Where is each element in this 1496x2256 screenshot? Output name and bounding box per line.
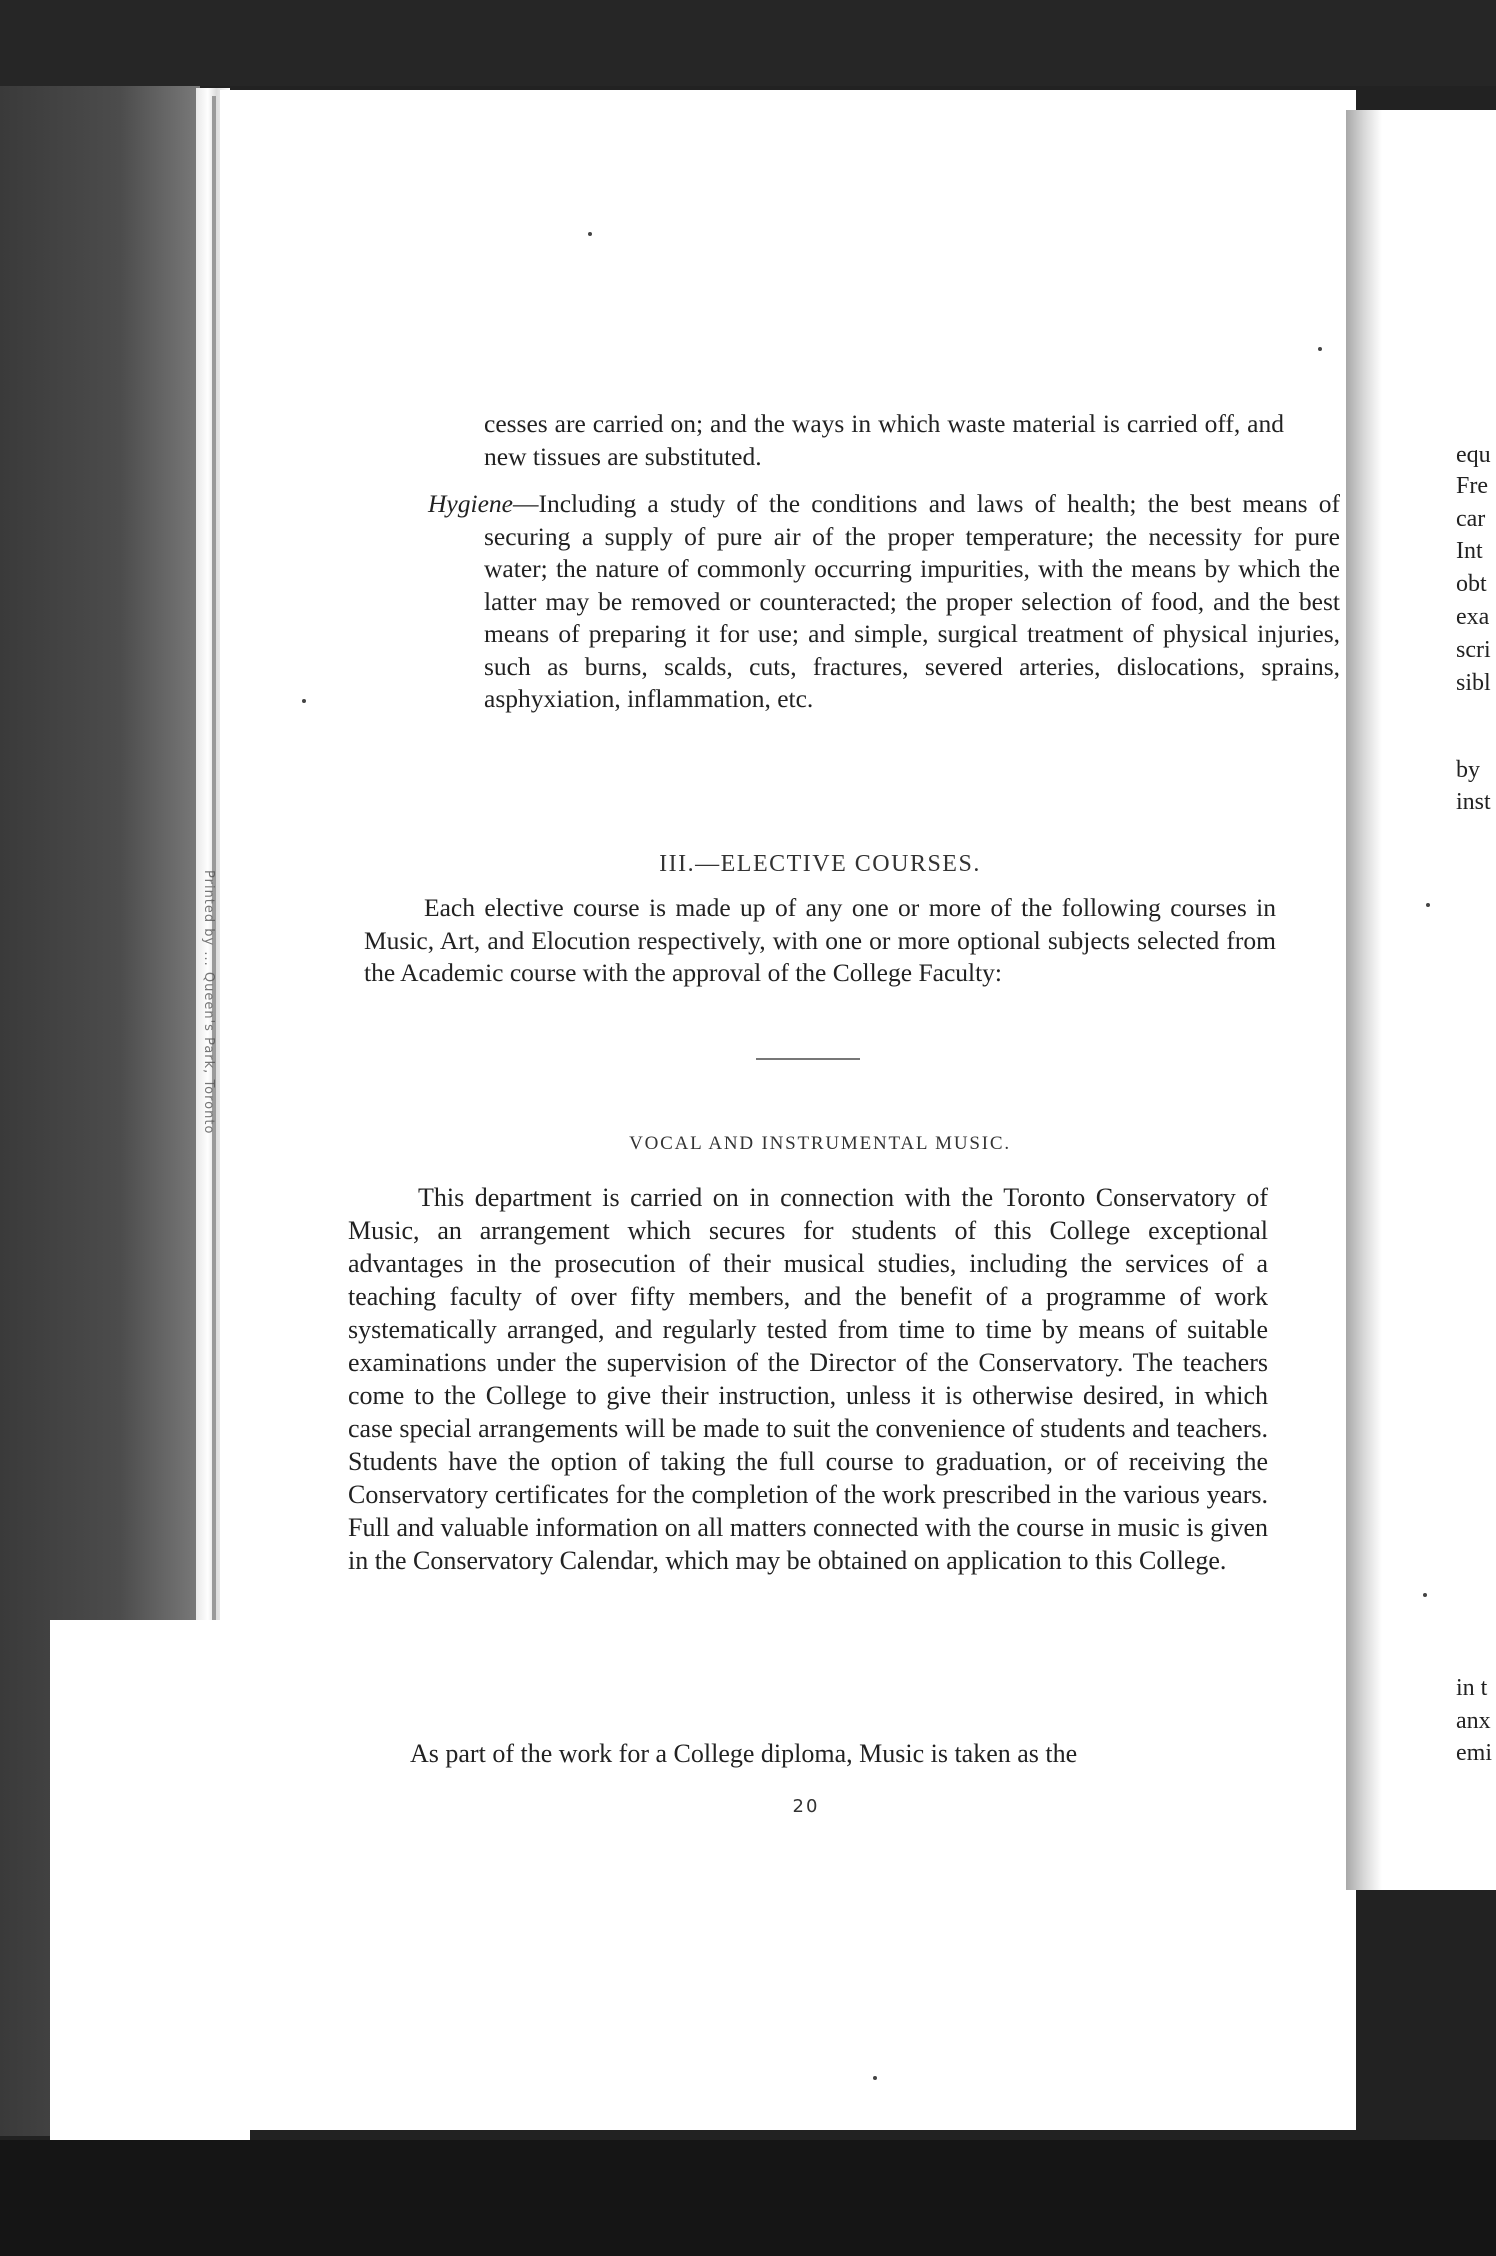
scan-speck — [588, 232, 592, 236]
facing-fragment: in t — [1456, 1675, 1488, 1701]
section-divider — [756, 1058, 860, 1060]
facing-fragment: emi — [1456, 1740, 1492, 1766]
facing-fragment: inst — [1456, 789, 1491, 815]
facing-fragment: car — [1456, 506, 1486, 532]
facing-fragment: by — [1456, 757, 1480, 783]
scan-speck — [302, 699, 306, 703]
facing-fragment: exa — [1456, 604, 1490, 630]
scan-bottom-border — [0, 2140, 1496, 2256]
page-lower-left-fold — [50, 1620, 250, 2140]
page-number: 20 — [792, 1796, 820, 1817]
scan-speck — [1426, 903, 1430, 907]
facing-fragment: sibl — [1456, 670, 1491, 696]
facing-fragment: obt — [1456, 571, 1487, 597]
facing-fragment: Int — [1456, 538, 1483, 564]
scan-speck — [873, 2076, 877, 2080]
spine-imprint: Printed by ... Queen's Park, Toronto — [201, 870, 216, 1135]
scan-top-border — [0, 0, 1496, 86]
continuation-paragraph: cesses are carried on; and the ways in which waste material is carried off, and new tissues are substituted. — [484, 409, 1284, 471]
facing-page-edge — [1346, 110, 1496, 1890]
book-page — [220, 90, 1356, 2130]
elective-courses-heading: III.—ELECTIVE COURSES. — [659, 851, 981, 877]
facing-fragment: equ — [1456, 442, 1491, 468]
elective-courses-paragraph: Each elective course is made up of any one or more of the following courses in Music, Art, and Elocution respectively, with one or more optional subjects selected from the Academic course with the approval of the College Faculty: — [364, 893, 1276, 987]
facing-fragment: scri — [1456, 637, 1491, 663]
music-paragraph: This department is carried on in connection with the Toronto Conservatory of Music, an arrangement which secures for students of this College exceptional advantages in the prosecution of their musical studies, including the services of a teaching faculty of over fifty members, and the benefit of a programme of work systematically arranged, and regularly tested from time to time by means of suitable examinations under the supervision of the Director of the Conservatory. The teachers come to the College to give their instruction, unless it is otherwise desired, in which case special arrangements will be made to suit the convenience of students and teachers. Students have the option of taking the full course to graduation, or of receiving the Conservatory certificates for the completion of the work prescribed in the various years. Full and valuable information on all matters connected with the course in music is given in the Conservatory Calendar, which may be obtained on application to this College. — [348, 1183, 1268, 1575]
scan-speck — [1318, 347, 1322, 351]
facing-fragment: Fre — [1456, 473, 1488, 499]
hygiene-text: —Including a study of the conditions and laws of health; the best means of securing a supply of pure air of the proper temperature; the necessity for pure water; the nature of commonly occurring impurities, with the means by which the latter may be removed or counteracted; the proper selection of food, and the best means of preparing it for use; and simple, surgical treatment of physical injuries, such as burns, scalds, cuts, fractures, severed arteries, dislocations, sprains, asphyxiation, inflammation, etc. — [484, 489, 1340, 713]
hygiene-term: Hygiene — [428, 489, 513, 518]
scan-speck — [1423, 1593, 1427, 1597]
diploma-line: As part of the work for a College diploma, Music is taken as the — [410, 1739, 1078, 1768]
facing-fragment: anx — [1456, 1708, 1491, 1734]
music-heading: VOCAL AND INSTRUMENTAL MUSIC. — [629, 1133, 1011, 1154]
hygiene-paragraph — [428, 488, 1340, 716]
